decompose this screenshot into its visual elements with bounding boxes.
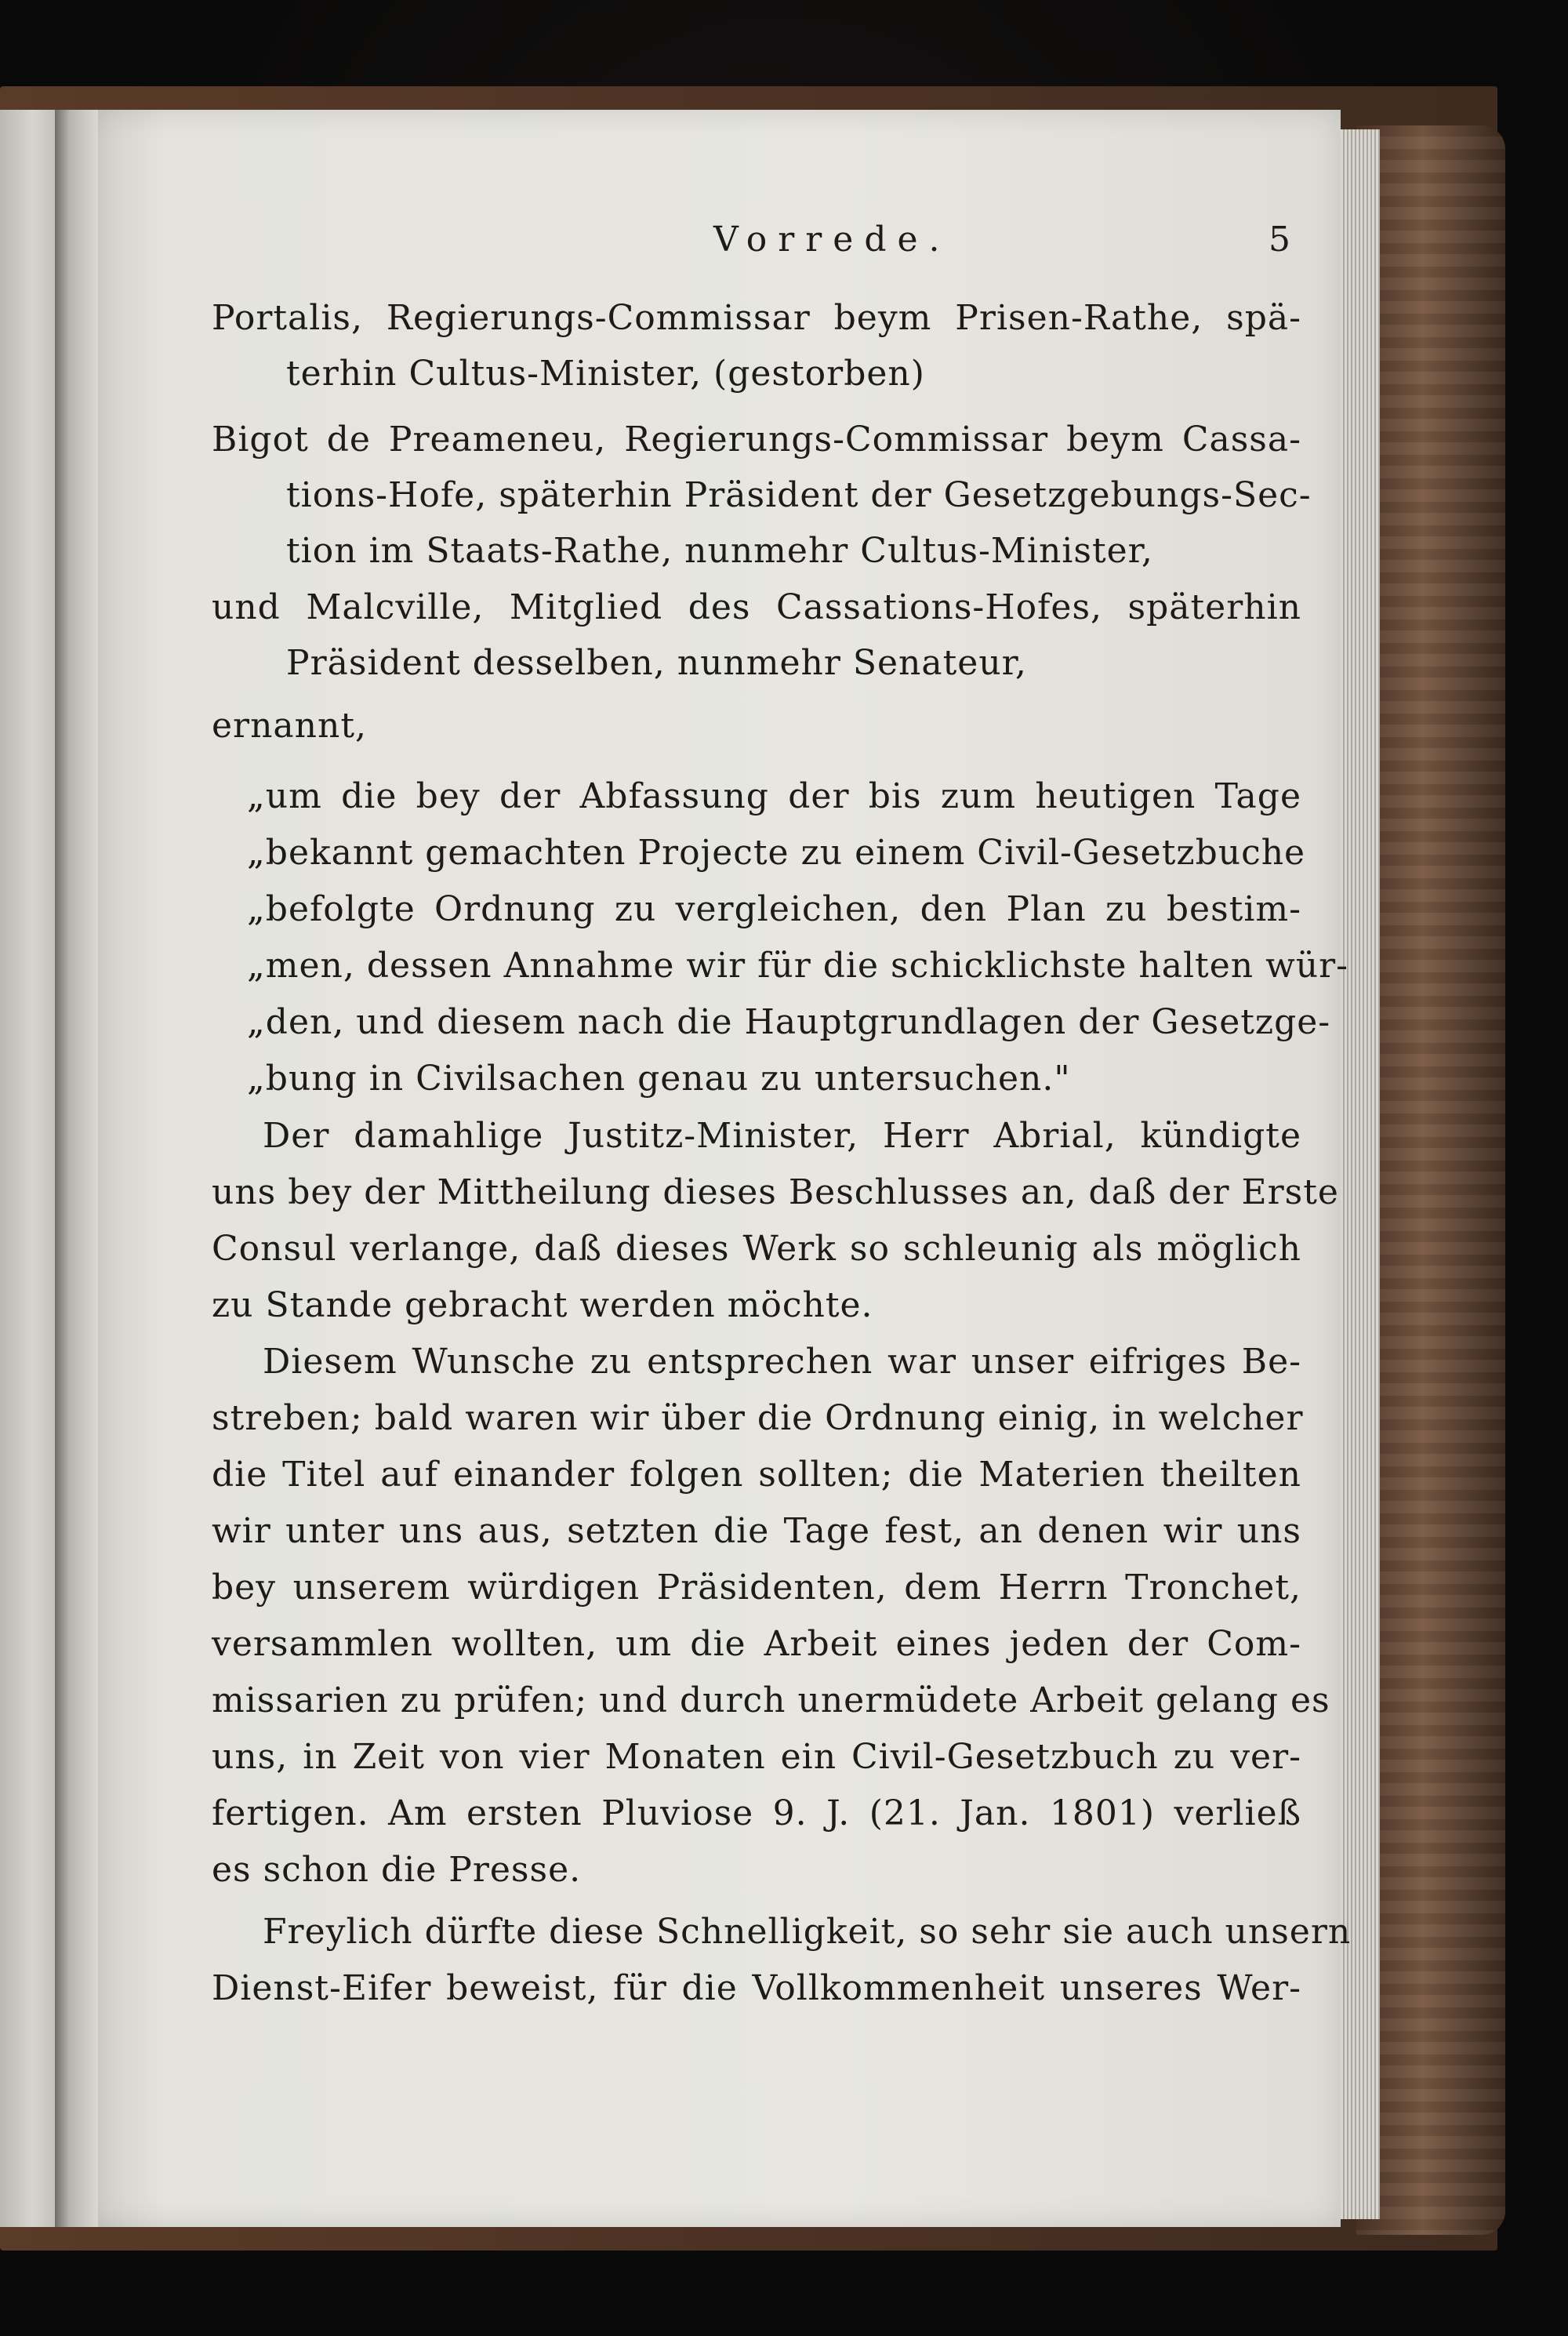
text-line: ernannt, <box>212 706 367 746</box>
text-line: und Malcville, Mitglied des Cassations-Hofes, späterhin <box>212 587 1301 627</box>
text-line: Freylich dürfte diese Schnelligkeit, so sehr sie auch unsern <box>263 1912 1352 1952</box>
book-page <box>90 110 1352 2227</box>
text-line: tions-Hofe, späterhin Präsident der Gesetzgebungs-Sec- <box>286 475 1312 515</box>
text-line: die Titel auf einander folgen sollten; die Materien theilten <box>212 1455 1301 1495</box>
text-line: streben; bald waren wir über die Ordnung einig, in welcher <box>212 1398 1304 1438</box>
text-line: Der damahlige Justitz-Minister, Herr Abrial, kündigte <box>263 1116 1301 1156</box>
text-line: bey unserem würdigen Präsidenten, dem Herrn Tronchet, <box>212 1568 1301 1608</box>
text-line: Portalis, Regierungs-Commissar beym Prisen-Rathe, spä- <box>212 298 1301 338</box>
text-line: uns, in Zeit von vier Monaten ein Civil-Gesetzbuch zu ver- <box>212 1737 1301 1777</box>
text-line: uns bey der Mittheilung dieses Beschlusses an, daß der Erste <box>212 1172 1339 1212</box>
text-line: fertigen. Am ersten Pluviose 9. J. (21. Jan. 1801) verließ <box>212 1793 1301 1833</box>
text-line: Präsident desselben, nunmehr Senateur, <box>286 643 1027 683</box>
quote-line: „befolgte Ordnung zu vergleichen, den Plan zu bestim- <box>247 889 1301 929</box>
text-line: tion im Staats-Rathe, nunmehr Cultus-Minister, <box>286 531 1153 571</box>
text-line: wir unter uns aus, setzten die Tage fest, an denen wir uns <box>212 1511 1301 1551</box>
quote-line: „bekannt gemachten Projecte zu einem Civil-Gesetzbuche <box>247 833 1306 873</box>
running-head: Vorrede. <box>713 220 951 260</box>
left-page <box>0 110 56 2227</box>
quote-line: „men, dessen Annahme wir für die schicklichste halten wür- <box>247 946 1348 986</box>
page-gutter <box>55 110 98 2227</box>
quote-line: „den, und diesem nach die Hauptgrundlagen der Gesetzge- <box>247 1002 1331 1042</box>
quote-line: „um die bey der Abfassung der bis zum heutigen Tage <box>247 776 1301 816</box>
text-line: zu Stande gebracht werden möchte. <box>212 1285 873 1325</box>
text-line: Dienst-Eifer beweist, für die Vollkommenheit unseres Wer- <box>212 1968 1301 2008</box>
text-line: terhin Cultus-Minister, (gestorben) <box>286 354 925 394</box>
text-line: Consul verlange, daß dieses Werk so schleunig als möglich <box>212 1229 1301 1269</box>
quote-line: „bung in Civilsachen genau zu untersuchen." <box>247 1059 1071 1099</box>
text-line: es schon die Presse. <box>212 1850 582 1890</box>
text-line: missarien zu prüfen; und durch unermüdete Arbeit gelang es <box>212 1680 1330 1720</box>
page-number: 5 <box>1269 220 1291 260</box>
text-line: Diesem Wunsche zu entsprechen war unser eifriges Be- <box>263 1342 1301 1382</box>
text-line: versammlen wollten, um die Arbeit eines jeden der Com- <box>212 1624 1301 1664</box>
text-line: Bigot de Preameneu, Regierungs-Commissar beym Cassa- <box>212 420 1301 460</box>
